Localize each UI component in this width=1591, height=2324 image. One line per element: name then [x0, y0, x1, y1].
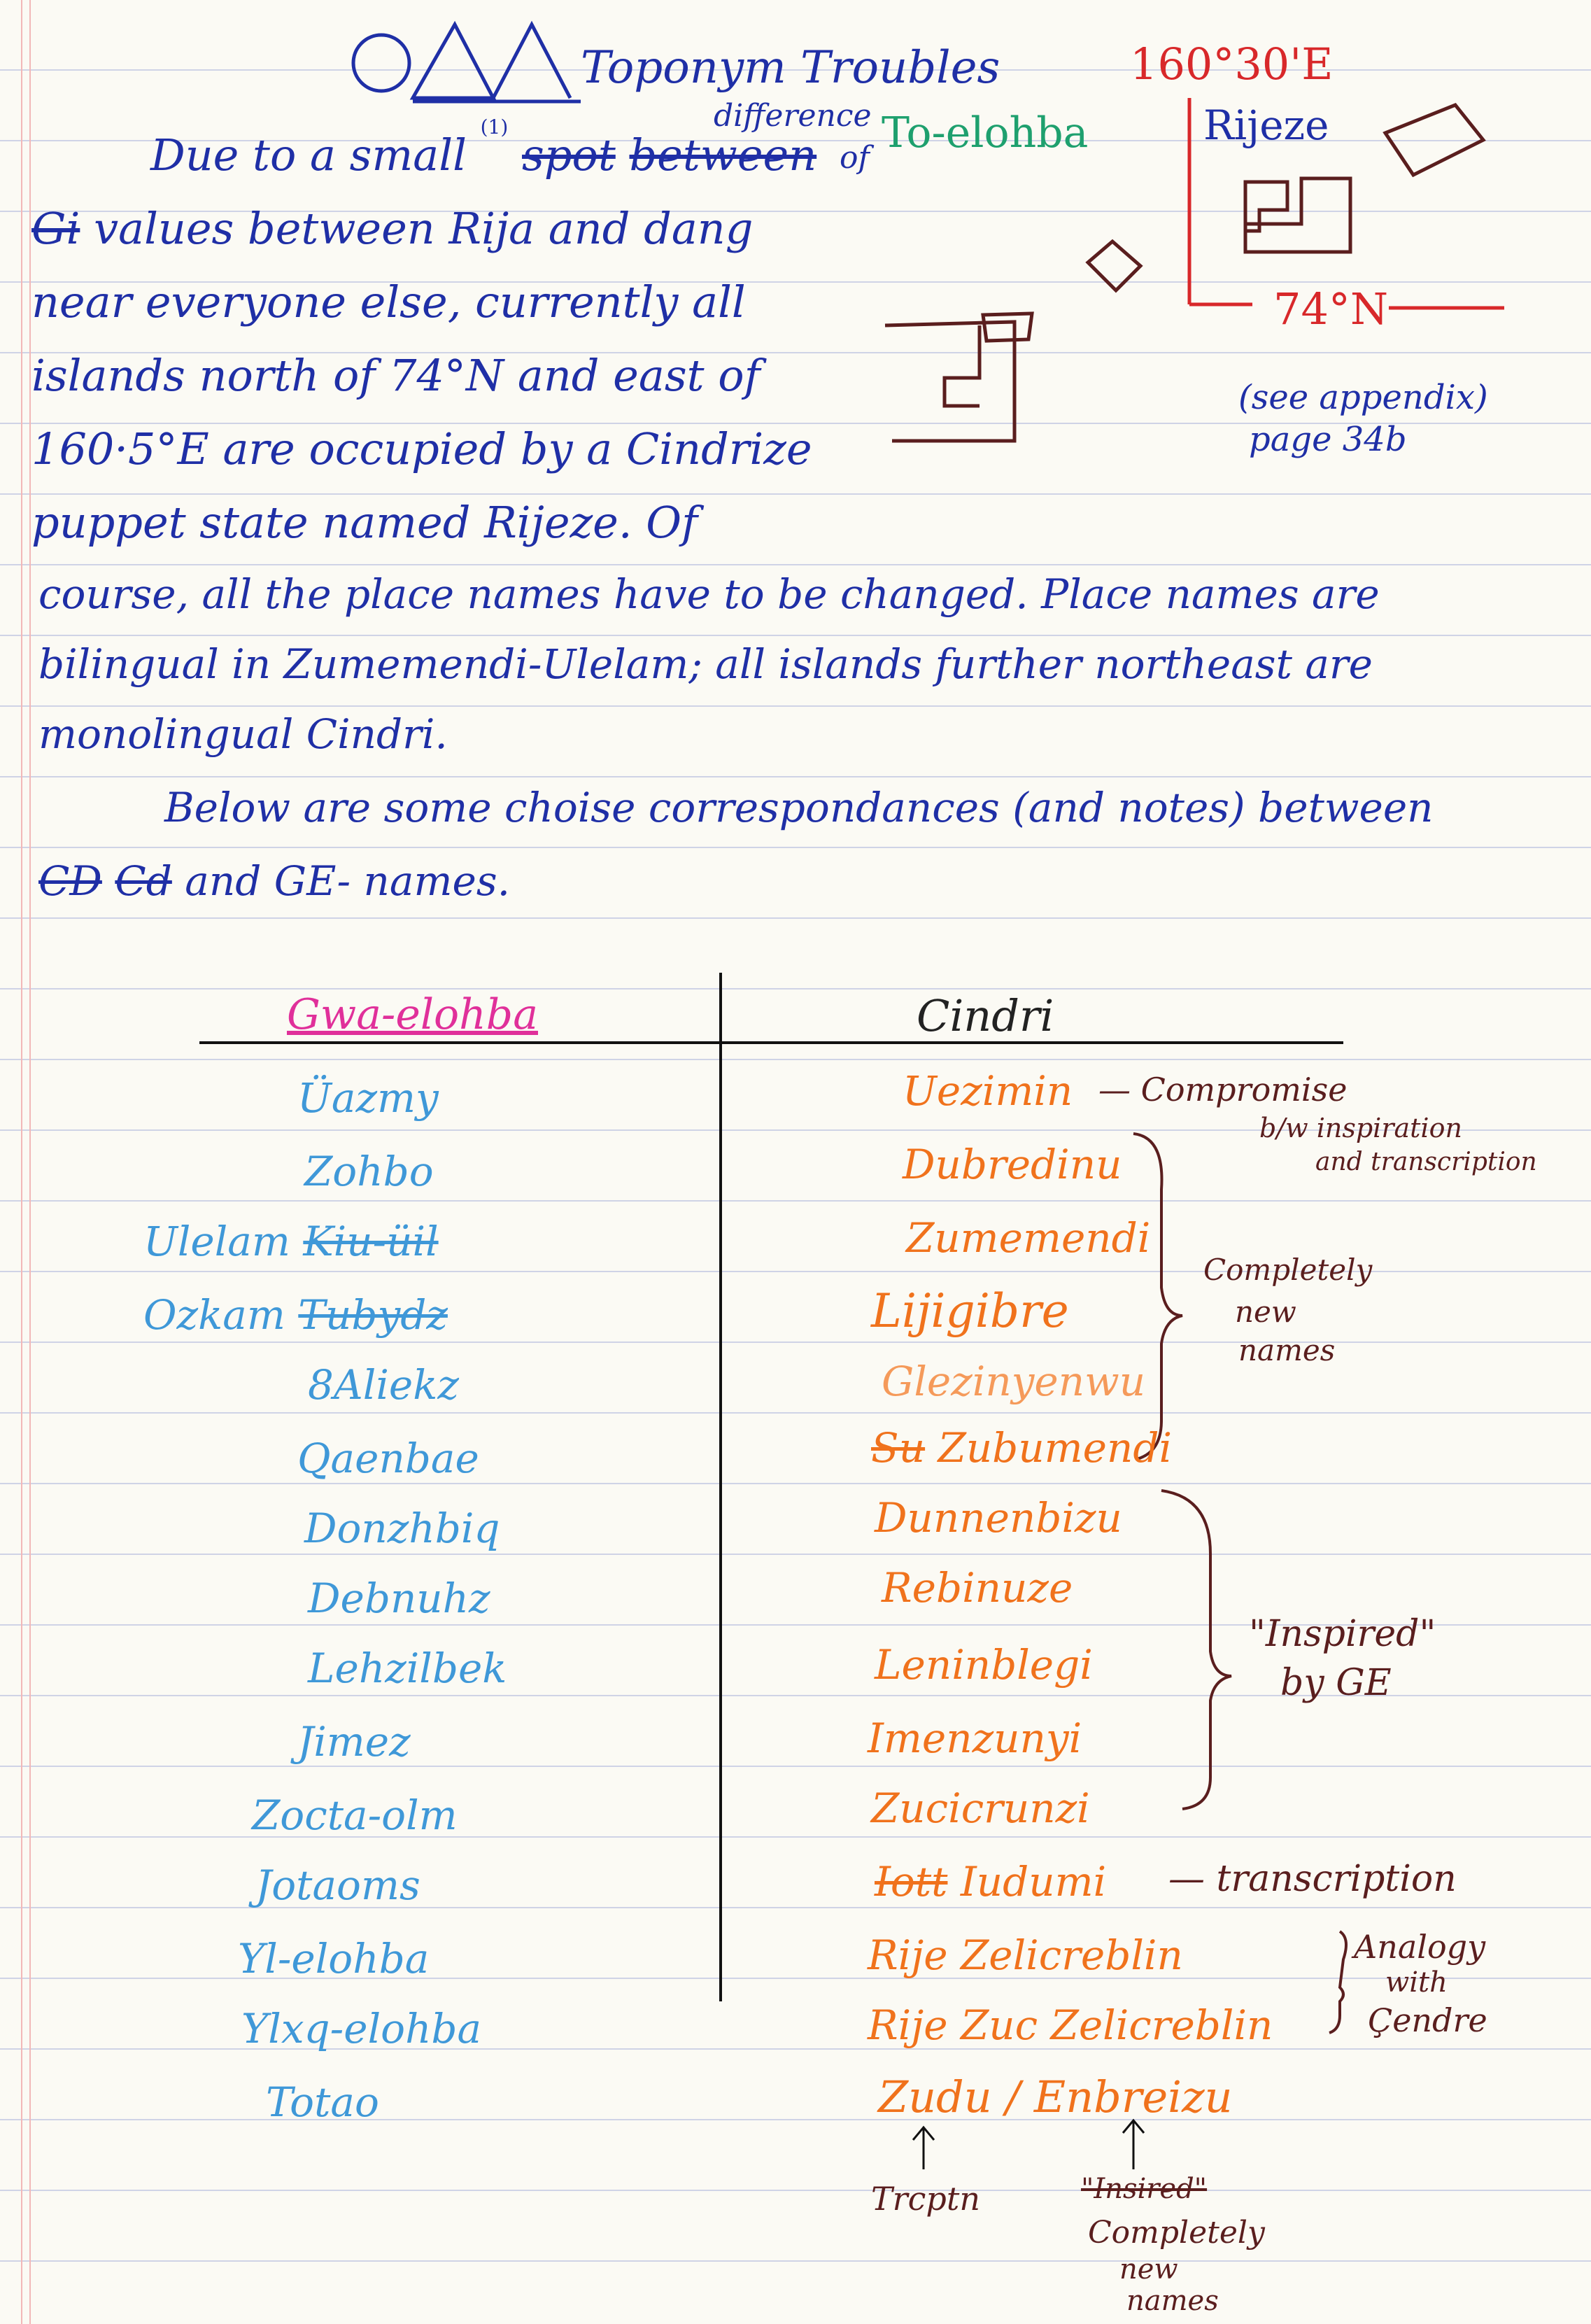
list-item — [871, 1784, 1090, 1832]
island-shape — [1385, 105, 1483, 175]
note-compromise: b/w inspiration — [1259, 1113, 1462, 1143]
text-span: and GE- names. — [185, 857, 511, 905]
struck-word: between — [629, 129, 817, 181]
name-text: Glezinyenwu — [882, 1358, 1146, 1405]
list-item — [266, 2078, 379, 2126]
prefix-text: Ulelam — [143, 1218, 290, 1265]
list-item — [308, 1361, 459, 1409]
list-item — [906, 1214, 1150, 1262]
paragraph-line-9: monolingual Cindri. — [38, 710, 448, 758]
note-bottom-completely: new — [1119, 2253, 1178, 2286]
insert-of: of — [840, 140, 870, 176]
list-item — [304, 1148, 434, 1195]
list-item — [308, 1575, 490, 1622]
name-text: Zubumendi — [938, 1424, 1173, 1472]
list-item — [875, 1641, 1093, 1689]
note-analogy: Analogy — [1354, 1928, 1486, 1966]
to-elohba-label: To-elohba — [882, 108, 1089, 157]
struck-word: CD — [38, 857, 102, 905]
name-text: Lijigibre — [871, 1284, 1069, 1338]
list-item — [241, 2005, 481, 2052]
name-text: Lehzilbek — [308, 1645, 507, 1692]
list-item — [903, 1067, 1073, 1115]
name-text: Rije Zuc Zelicreblin — [868, 2001, 1273, 2049]
appendix-note-line2: page 34b — [1249, 420, 1407, 459]
name-text: Zucicrunzi — [871, 1784, 1090, 1832]
struck-text: Iott — [875, 1858, 948, 1906]
list-item — [878, 2071, 1233, 2122]
appendix-note-line1: (see appendix) — [1238, 378, 1488, 417]
map-region-label: Rijeze — [1203, 101, 1329, 149]
name-text: Totao — [266, 2078, 379, 2126]
list-item — [871, 1284, 1069, 1338]
list-item — [143, 1218, 439, 1265]
list-item — [882, 1564, 1073, 1612]
name-text: Jotaoms — [255, 1861, 420, 1909]
list-item — [297, 1718, 411, 1766]
list-item — [255, 1861, 420, 1909]
paragraph-line-6: puppet state named Rijeze. Of — [31, 497, 698, 548]
island-shape — [983, 314, 1032, 341]
text-span: values between Rija and dang — [94, 203, 754, 254]
name-text: 8Aliekz — [308, 1361, 459, 1409]
list-item — [143, 1291, 448, 1339]
paragraph-line-1 — [150, 115, 817, 181]
name-text: Üazmy — [297, 1074, 439, 1122]
struck-text: Su — [871, 1424, 926, 1472]
arrows — [913, 2120, 1144, 2169]
paragraph-line-3: near everyone else, currently all — [31, 276, 746, 328]
list-item — [868, 1931, 1183, 1979]
note-bottom-completely: names — [1126, 2285, 1219, 2317]
note-transcription: — transcription — [1168, 1858, 1457, 1900]
paragraph-line-10: Below are some choise correspondances (and notes) between — [164, 784, 1434, 831]
insert-word: difference — [714, 98, 872, 134]
note-analogy: with — [1385, 1966, 1448, 1999]
paragraph-line-5: 160·5°E are occupied by a Cindrize — [31, 423, 812, 474]
longitude-label: 160°30'E — [1130, 38, 1334, 90]
list-item — [252, 1791, 458, 1839]
name-text: Zudu / Enbreizu — [878, 2071, 1233, 2122]
name-text: Dubredinu — [903, 1141, 1122, 1188]
name-text: Zohbo — [304, 1148, 434, 1195]
name-text: Iudumi — [960, 1858, 1107, 1906]
name-text: Leninblegi — [875, 1641, 1093, 1689]
list-item — [304, 1505, 500, 1552]
note-bottom-completely: Completely — [1088, 2215, 1265, 2251]
column-header-cindri: Cindri — [917, 990, 1054, 1041]
name-text: Zumemendi — [906, 1214, 1151, 1262]
struck-word: Cd — [115, 857, 172, 905]
name-text: Qaenbae — [297, 1435, 479, 1482]
list-item — [882, 1358, 1145, 1405]
list-item — [297, 1074, 439, 1122]
note-compromise: and transcription — [1315, 1148, 1537, 1176]
struck-word: spot — [522, 129, 616, 181]
note-inspired: by GE — [1280, 1662, 1392, 1704]
note-compromise: — Compromise — [1098, 1071, 1348, 1108]
name-text: Debnuhz — [308, 1575, 490, 1622]
list-item — [868, 1714, 1082, 1762]
list-item — [903, 1141, 1122, 1188]
note-completely-new: names — [1238, 1333, 1336, 1367]
name-text: Uezimin — [903, 1067, 1073, 1115]
paragraph-line-11 — [38, 857, 510, 905]
name-text: Kiu-üil — [303, 1218, 439, 1265]
struck-word: Gi — [31, 203, 80, 254]
name-text: Tubydz — [298, 1291, 448, 1339]
paragraph-line-2 — [31, 203, 753, 254]
note-insired: "Insired" — [1081, 2173, 1208, 2205]
name-text: Dunnenbizu — [875, 1494, 1122, 1542]
name-text: Jimez — [297, 1718, 411, 1766]
page-title: Toponym Troubles — [581, 42, 1000, 94]
column-header-gwa-elohba: Gwa-elohba — [287, 990, 538, 1039]
name-text: Yl-elohba — [238, 1935, 430, 1983]
list-item — [308, 1645, 507, 1692]
list-item — [875, 1858, 1106, 1906]
prefix-text: Ozkam — [143, 1291, 285, 1339]
name-text: Zocta-olm — [252, 1791, 458, 1839]
list-item — [238, 1935, 429, 1983]
name-text: Imenzunyi — [868, 1714, 1082, 1762]
note-completely-new: new — [1235, 1295, 1296, 1329]
paragraph-line-8: bilingual in Zumemendi-Ulelam; all islands further northeast are — [38, 640, 1373, 688]
latitude-label: 74°N — [1273, 283, 1389, 334]
island-shape — [1088, 241, 1140, 290]
note-inspired: "Inspired" — [1249, 1613, 1436, 1655]
note-analogy: Çendre — [1368, 2001, 1487, 2039]
list-item — [875, 1494, 1122, 1542]
name-text: Ylxq-elohba — [241, 2005, 482, 2052]
name-text: Rije Zelicreblin — [868, 1931, 1183, 1979]
note-completely-new: Completely — [1203, 1253, 1373, 1287]
list-item — [868, 2001, 1273, 2049]
name-text: Rebinuze — [882, 1564, 1073, 1612]
text-span: Due to a small — [150, 129, 467, 181]
paragraph-line-4: islands north of 74°N and east of — [31, 350, 761, 401]
note-trcptn: Trcptn — [871, 2180, 980, 2218]
footnote-marker: (1) — [480, 115, 509, 139]
list-item — [871, 1424, 1172, 1472]
name-text: Donzhbiq — [304, 1505, 500, 1552]
paragraph-line-7: course, all the place names have to be changed. Place names are — [38, 570, 1380, 618]
list-item — [297, 1435, 479, 1482]
